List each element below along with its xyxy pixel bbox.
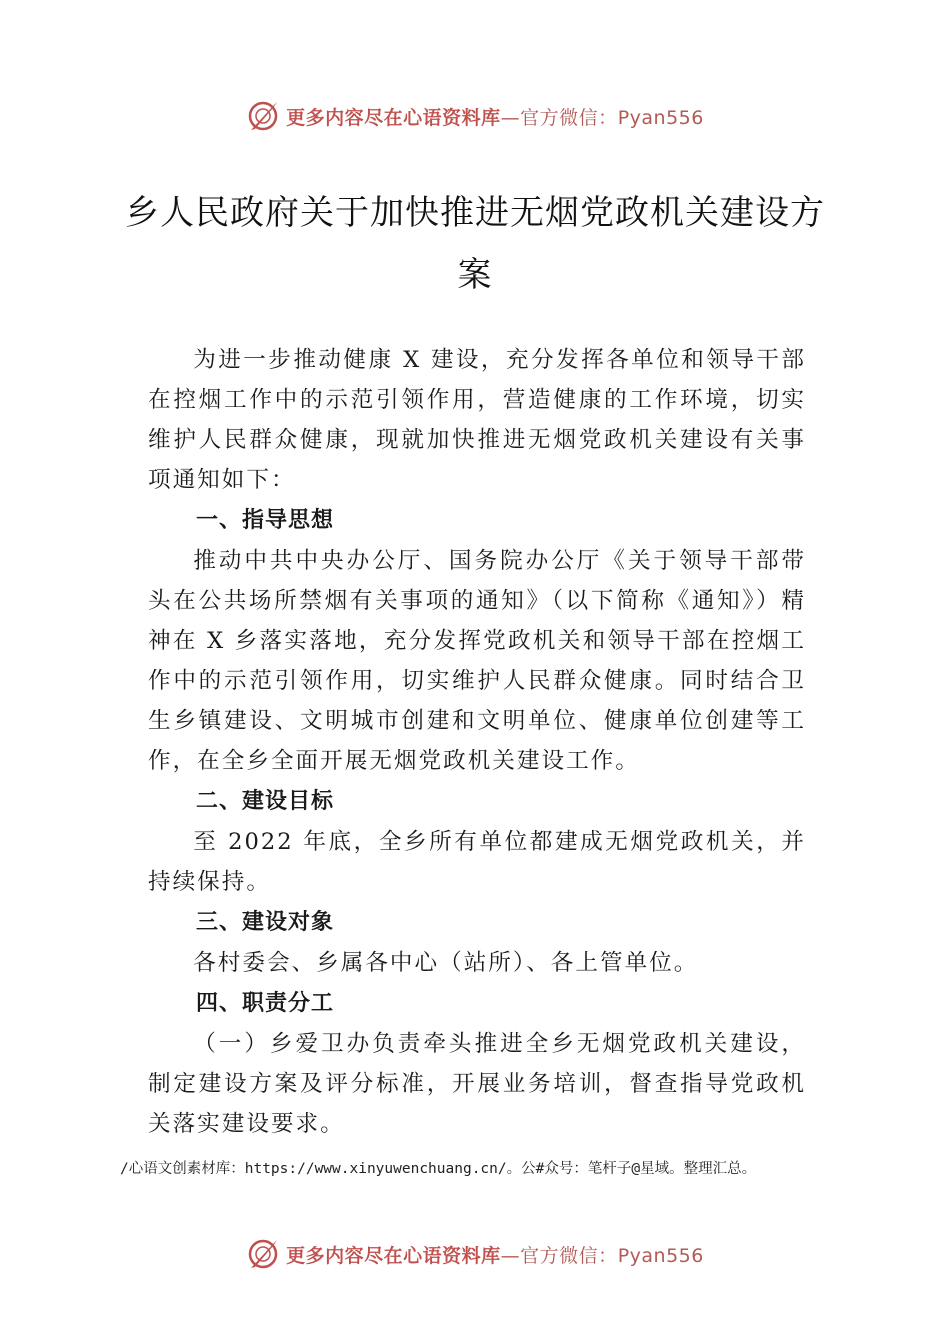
watermark-text xyxy=(286,103,704,130)
watermark-text xyxy=(286,1241,704,1268)
watermark-banner-top xyxy=(0,96,950,136)
section-heading-1: 一、指导思想 xyxy=(196,508,335,533)
banner-separator: — xyxy=(500,106,521,129)
section-paragraph-4: （一）乡爱卫办负责牵头推进全乡无烟党政机关建设，制定建设方案及评分标准，开展业务培训，督查指导党政机关落实建设要求。 xyxy=(148,1031,806,1137)
banner-main-text: 更多内容尽在心语资料库 xyxy=(286,106,501,129)
banner-main-text: 更多内容尽在心语资料库 xyxy=(286,1244,501,1267)
section-paragraph-2: 至 2022 年底，全乡所有单位都建成无烟党政机关，并持续保持。 xyxy=(148,829,806,895)
quill-logo-icon xyxy=(246,1237,280,1271)
banner-wechat-id: Pyan556 xyxy=(617,1244,704,1267)
banner-separator: — xyxy=(500,1244,521,1267)
banner-wechat-id: Pyan556 xyxy=(617,106,704,129)
source-footer-note: /心语文创素材库：https://www.xinyuwenchuang.cn/。公#众号：笔杆子@星域。整理汇总。 xyxy=(120,1161,757,1177)
document-body xyxy=(148,340,806,1144)
banner-wechat-label: 官方微信： xyxy=(520,106,618,129)
section-heading-4: 四、职责分工 xyxy=(196,991,335,1016)
quill-logo-icon xyxy=(246,99,280,133)
watermark-banner-bottom xyxy=(0,1234,950,1274)
banner-wechat-label: 官方微信： xyxy=(520,1244,618,1267)
document-title: 乡人民政府关于加快推进无烟党政机关建设方案 xyxy=(125,193,825,295)
section-heading-3: 三、建设对象 xyxy=(196,910,335,935)
section-paragraph-3: 各村委会、乡属各中心（站所）、各上管单位。 xyxy=(193,950,699,976)
section-paragraph-1: 推动中共中央办公厅、国务院办公厅《关于领导干部带头在公共场所禁烟有关事项的通知》（以下简称《通知》）精神在 X 乡落实落地，充分发挥党政机关和领导干部在控烟工作中的示范引领作用，切实维护人民群众健康。同时结合卫生乡镇建设、文明城市创建和文明单位、健康单位创建等工作，在全乡全面开展无烟党政机关建设工作。 xyxy=(148,548,806,774)
intro-paragraph: 为进一步推动健康 X 建设，充分发挥各单位和领导干部在控烟工作中的示范引领作用，营造健康的工作环境，切实维护人民群众健康，现就加快推进无烟党政机关建设有关事项通知如下： xyxy=(148,347,806,493)
section-heading-2: 二、建设目标 xyxy=(196,789,335,814)
